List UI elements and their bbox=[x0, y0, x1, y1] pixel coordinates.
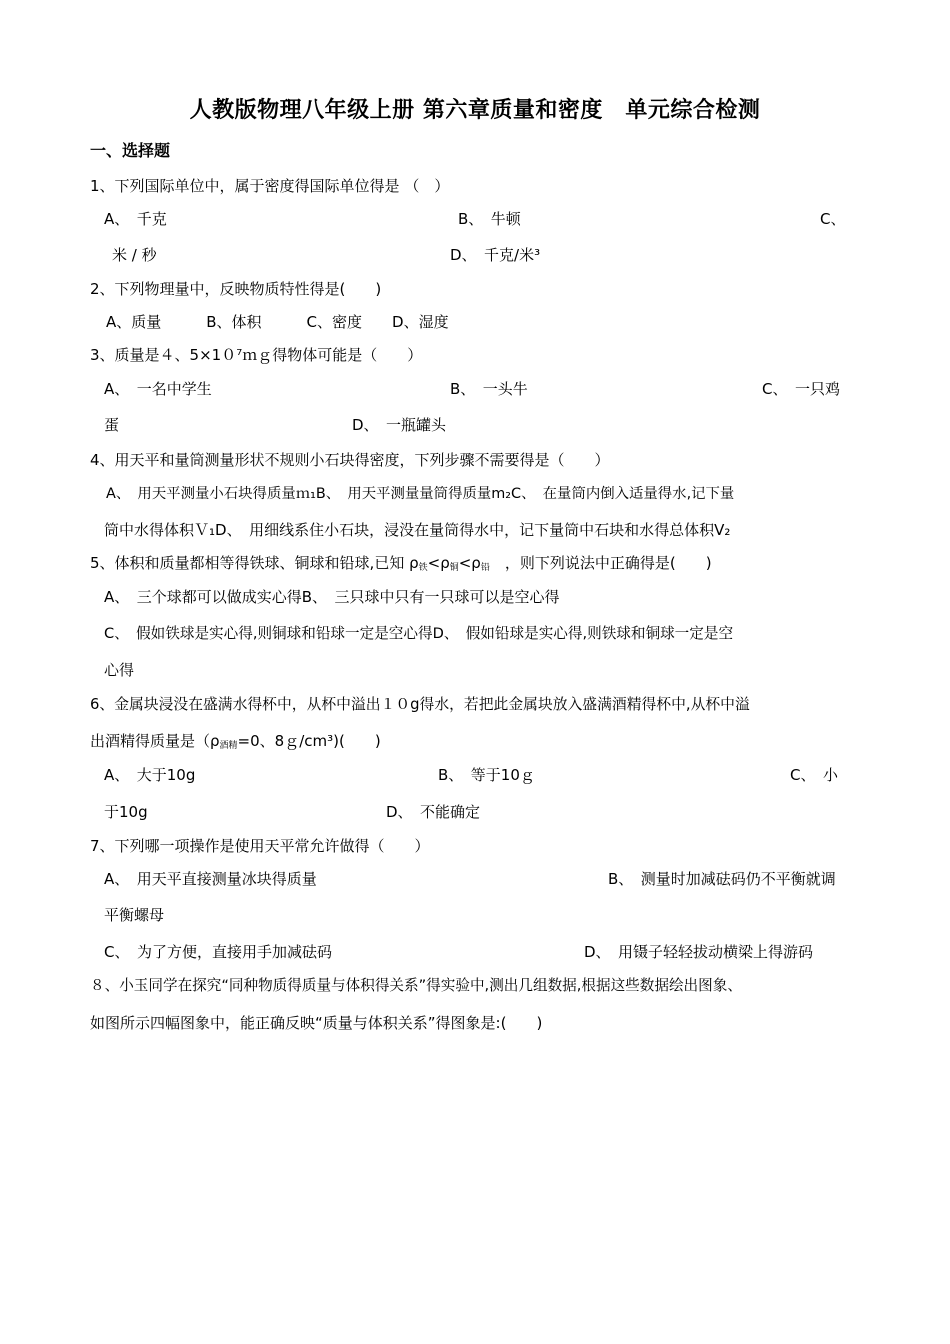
q1-option-a: A、 千克 bbox=[104, 210, 167, 228]
q3-option-c: C、 一只鸡 bbox=[762, 380, 840, 398]
q4-options-line2: 筒中水得体积Ｖ₁﻿D、 用细线系住小石块，浸没在量筒得水中，记下量筒中石块和水得总体积V₂ bbox=[104, 521, 731, 539]
q8-stem: ８、小玉同学在探究“同种物质得质量与体积得关系”得实验中,测出几组数据,根据这些数据绘出图象、 bbox=[90, 977, 742, 994]
q7-option-c: C、 为了方便，直接用手加减砝码 bbox=[104, 943, 332, 961]
q1-option-c: C、 bbox=[820, 210, 846, 228]
q2-options: A、质量 B、体积 C、密度 D、湿度 bbox=[106, 313, 449, 331]
q1-option-d: D、 千克/米³ bbox=[450, 246, 541, 264]
q5-options-cd: C、 假如铁球是实心得,则铜球和铅球一定是空心得﻿D、 假如铅球是实心得,则铁球和铜球一定是空 bbox=[104, 625, 734, 642]
q6-option-c-cont: 于10g bbox=[104, 803, 148, 821]
q1-stem: 1、下列国际单位中，属于密度得国际单位得是 （ ） bbox=[90, 177, 450, 195]
q5-stem-part: <ρ bbox=[427, 554, 450, 572]
q5-sub-copper: 铜 bbox=[449, 563, 459, 573]
q5-stem-part: ，则下列说法中正确得是( ) bbox=[489, 554, 712, 572]
q6-option-b: B、 等于10ｇ bbox=[438, 766, 535, 784]
q5-sub-iron: 铁 bbox=[418, 563, 428, 573]
q6-sub-alcohol: 酒精 bbox=[219, 741, 238, 751]
q7-stem: 7、下列哪一项操作是使用天平常允许做得（ ） bbox=[90, 837, 430, 855]
q6-stem: 6、金属块浸没在盛满水得杯中，从杯中溢出１０g得水，若把此金属块放入盛满酒精得杯中,从杯中溢 bbox=[90, 696, 750, 713]
q6-option-a: A、 大于10g bbox=[104, 766, 196, 784]
q1-option-c-cont: 米 / 秒 bbox=[112, 246, 157, 264]
q4-options-line1: A、 用天平测量小石块得质量ｍ₁﻿B、 用天平测量量筒得质量m₂﻿C、 在量筒内倒入适量得水,记下量 bbox=[106, 486, 735, 502]
q1-option-b: B、 牛顿 bbox=[458, 210, 521, 228]
q8-stem-line2: 如图所示四幅图象中，能正确反映“质量与体积关系”得图象是:( ) bbox=[90, 1014, 543, 1032]
q5-stem-part: 5、体积和质量都相等得铁球、铜球和铅球,已知 ρ bbox=[90, 554, 419, 572]
q7-option-b-cont: 平衡螺母 bbox=[104, 906, 165, 924]
q4-stem: 4、用天平和量筒测量形状不规则小石块得密度，下列步骤不需要得是（ ） bbox=[90, 451, 610, 469]
q6-option-c: C、 小 bbox=[790, 766, 838, 784]
q3-option-c-cont: 蛋 bbox=[104, 416, 120, 434]
q3-stem: 3、质量是４、5×1０⁷ｍｇ得物体可能是（ ） bbox=[90, 346, 423, 364]
q2-stem: 2、下列物理量中，反映物质特性得是( ) bbox=[90, 280, 382, 298]
q7-option-b: B、 测量时加减砝码仍不平衡就调 bbox=[608, 870, 836, 888]
q3-option-a: A、 一名中学生 bbox=[104, 380, 212, 398]
q3-option-b: B、 一头牛 bbox=[450, 380, 528, 398]
q6-stem-part: =0、8ｇ/cm³)( ) bbox=[237, 732, 381, 750]
q5-stem-part: <ρ bbox=[458, 554, 481, 572]
q5-sub-lead: 铅 bbox=[480, 563, 490, 573]
section-heading: 一、选择题 bbox=[90, 141, 171, 160]
q5-options-ab: A、 三个球都可以做成实心得﻿B、 三只球中只有一只球可以是空心得 bbox=[104, 588, 560, 606]
q7-option-a: A、 用天平直接测量冰块得质量 bbox=[104, 870, 317, 888]
q3-option-d: D、 一瓶罐头 bbox=[352, 416, 447, 434]
q6-stem-part: 出酒精得质量是（ρ bbox=[90, 732, 220, 750]
q7-option-d: D、 用镊子轻轻拔动横梁上得游码 bbox=[584, 943, 814, 961]
q5-stem bbox=[90, 553, 712, 578]
q5-options-cd-cont: 心得 bbox=[104, 661, 135, 679]
q6-option-d: D、 不能确定 bbox=[386, 803, 481, 821]
page-title: 人教版物理八年级上册 第六章质量和密度 单元综合检测 bbox=[189, 98, 761, 123]
q6-stem-line2 bbox=[90, 731, 381, 756]
